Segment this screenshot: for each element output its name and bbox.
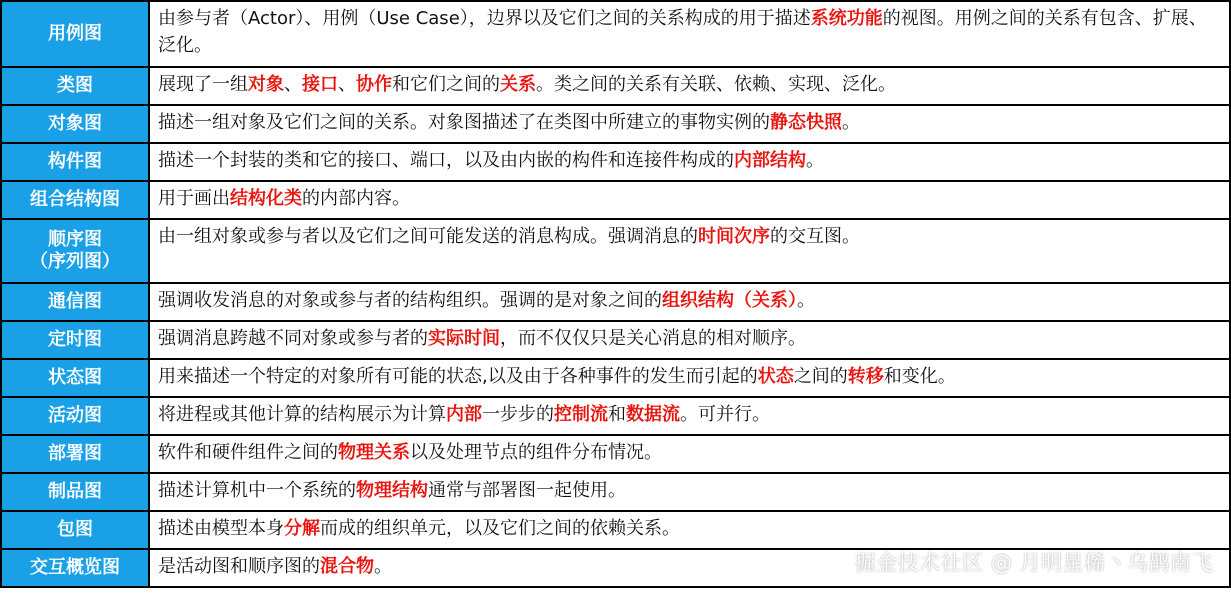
description-text: 而成的组织单元，以及它们之间的依赖关系。 (320, 518, 680, 539)
diagram-name-cell (1, 283, 149, 321)
highlighted-term: 状态 (757, 366, 794, 387)
diagram-description-cell (149, 283, 1230, 321)
description-text: 。可并行。 (680, 404, 770, 425)
highlighted-term: 时间次序 (698, 226, 770, 247)
description-text: 描述一个封装的类和它的接口、端口，以及由内嵌的构件和连接件构成的 (158, 150, 734, 171)
table-row (1, 283, 1230, 321)
highlighted-term: 数据流 (626, 404, 680, 425)
table-row (1, 397, 1230, 435)
diagram-name-cell (1, 549, 149, 587)
table-row (1, 105, 1230, 143)
description-text: 描述计算机中一个系统的 (158, 480, 356, 501)
description-text: 的视图。用例之间的关系有包含、扩展、泛化。 (158, 8, 1207, 56)
description-text: 和变化。 (883, 366, 956, 387)
diagram-name: 定时图 (48, 329, 102, 350)
diagram-name: 用例图 (48, 23, 102, 44)
description-text: 描述一组对象及它们之间的关系。对象图描述了在类图中所建立的事物实例的 (158, 112, 770, 133)
description-text: 描述由模型本身 (158, 518, 284, 539)
description-text: 、 (284, 74, 302, 95)
diagram-name: 交互概览图 (30, 557, 120, 578)
description-text: 强调消息跨越不同对象或参与者的 (158, 328, 428, 349)
description-text: 。 (842, 112, 860, 133)
diagram-name-cell (1, 67, 149, 105)
highlighted-term: 静态快照 (770, 112, 842, 133)
description-text: 的交互图。 (770, 226, 860, 247)
description-text: 由参与者（Actor）、用例（Use Case），边界以及它们之间的关系构成的用于描述 (158, 8, 811, 29)
description-text: 之间的 (793, 366, 848, 387)
diagram-name-cell (1, 511, 149, 549)
description-text: 由一组对象或参与者以及它们之间可能发送的消息构成。强调消息的 (158, 226, 698, 247)
description-text: 用于画出 (158, 188, 230, 209)
diagram-name: 活动图 (48, 405, 102, 426)
table-row (1, 435, 1230, 473)
table-row (1, 511, 1230, 549)
table-row (1, 219, 1230, 283)
description-text: 通常与部署图一起使用。 (428, 480, 626, 501)
diagram-description-cell (149, 1, 1230, 67)
highlighted-term: 物理关系 (338, 442, 410, 463)
diagram-name-cell (1, 105, 149, 143)
highlighted-term: 关系 (500, 74, 536, 95)
diagram-name: 部署图 (48, 443, 102, 464)
diagram-name: 组合结构图 (30, 189, 120, 210)
diagram-name: 顺序图 （序列图） (30, 229, 120, 272)
diagram-description-cell (149, 397, 1230, 435)
table-row (1, 181, 1230, 219)
description-text: 将进程或其他计算的结构展示为计算 (158, 404, 446, 425)
diagram-name: 制品图 (48, 481, 102, 502)
diagram-description-cell (149, 321, 1230, 359)
diagram-name: 类图 (57, 75, 93, 96)
description-text: 、 (338, 74, 356, 95)
diagram-description-cell (149, 511, 1230, 549)
description-text: 用来描述一个特定的对象所有可能的状态,以及由于各种事件的发生而引起的 (158, 366, 758, 387)
description-text: 是活动图和顺序图的 (158, 556, 320, 577)
diagram-name: 通信图 (48, 291, 102, 312)
diagram-name: 状态图 (48, 367, 102, 388)
highlighted-term: 转移 (847, 366, 884, 387)
diagram-name: 对象图 (48, 113, 102, 134)
table-row (1, 321, 1230, 359)
highlighted-term: 分解 (284, 518, 320, 539)
diagram-name-cell (1, 219, 149, 283)
table-row (1, 143, 1230, 181)
description-text: 强调收发消息的对象或参与者的结构组织。强调的是对象之间的 (158, 290, 662, 311)
diagram-description-cell (149, 219, 1230, 283)
highlighted-term: 对象 (248, 74, 284, 95)
diagram-name-cell (1, 181, 149, 219)
diagram-name: 构件图 (48, 151, 102, 172)
description-text: 以及处理节点的组件分布情况。 (410, 442, 662, 463)
diagram-description-cell (149, 67, 1230, 105)
description-text: 。类之间的关系有关联、依赖、实现、泛化。 (536, 74, 896, 95)
description-text: 。 (797, 290, 815, 311)
diagram-description-cell (149, 435, 1230, 473)
description-text: 。 (806, 150, 824, 171)
diagram-name-cell (1, 473, 149, 511)
diagram-name-cell (1, 435, 149, 473)
description-text: 的内部内容。 (302, 188, 410, 209)
diagram-description-cell (149, 143, 1230, 181)
highlighted-term: 组织结构（关系） (662, 290, 797, 311)
highlighted-term: 内部 (446, 404, 482, 425)
diagram-name-cell (1, 143, 149, 181)
highlighted-term: 系统功能 (810, 8, 883, 29)
table-row (1, 1, 1230, 67)
highlighted-term: 内部结构 (734, 150, 806, 171)
diagram-name-cell (1, 359, 149, 397)
highlighted-term: 混合物 (320, 556, 374, 577)
table-row (1, 359, 1230, 397)
diagram-name-cell (1, 321, 149, 359)
description-text: 软件和硬件组件之间的 (158, 442, 338, 463)
diagram-description-cell (149, 473, 1230, 511)
diagram-name-cell (1, 397, 149, 435)
highlighted-term: 接口 (302, 74, 338, 95)
description-text: 一步步的 (482, 404, 554, 425)
highlighted-term: 协作 (356, 74, 392, 95)
diagram-name: 包图 (57, 519, 93, 540)
description-text: 和它们之间的 (392, 74, 500, 95)
description-text: ，而不仅仅只是关心消息的相对顺序。 (500, 328, 806, 349)
table-body (1, 1, 1230, 587)
diagram-name-cell (1, 1, 149, 67)
diagram-description-cell (149, 105, 1230, 143)
highlighted-term: 结构化类 (230, 188, 302, 209)
highlighted-term: 控制流 (554, 404, 608, 425)
description-text: 展现了一组 (158, 74, 248, 95)
table-row (1, 473, 1230, 511)
table-row (1, 67, 1230, 105)
description-text: 和 (608, 404, 626, 425)
highlighted-term: 实际时间 (428, 328, 500, 349)
highlighted-term: 物理结构 (356, 480, 428, 501)
watermark: 掘金技术社区 @ 月明星稀丶乌鹊南飞 (854, 551, 1213, 575)
diagram-description-cell (149, 359, 1230, 397)
description-text: 。 (374, 556, 392, 577)
diagram-description-cell (149, 181, 1230, 219)
